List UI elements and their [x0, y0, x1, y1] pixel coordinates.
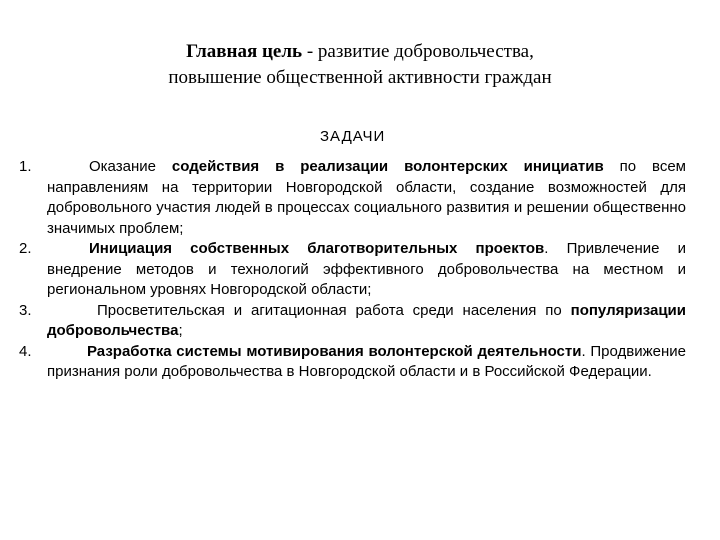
task-text-bold-part: популяризации добровольчества — [47, 301, 686, 339]
task-text-bold-part: содействия в реализации волонтерских инициатив — [171, 158, 604, 175]
task-text — [47, 301, 686, 342]
task-text-bold-part: Разработка системы мотивирования волонтерской деятельности — [87, 342, 582, 360]
title-bold-label: Главная цель — [186, 41, 303, 62]
task-text-part: . Привлечение и внедрение методов и технологий эффективного добровольчества на местном и региональном уровнях Новгородской области; — [47, 240, 686, 298]
task-text-part: по всем направлениям на территории Новгородской области, создание возможностей для добровольного участия людей в процессах социального развития и решении общественно значимых проблем; — [47, 158, 686, 237]
task-number: 1. — [19, 158, 32, 175]
task-text-part: Оказание — [89, 158, 172, 175]
title-line-1 — [60, 39, 660, 65]
task-text — [47, 239, 686, 301]
title-line-1-rest: - развитие добровольчества, — [302, 41, 534, 62]
slide-title — [60, 39, 660, 91]
task-item-2 — [0, 239, 686, 301]
task-text-part: . Продвижение признания роли добровольчества в Новгородской области и в Российской Федерации. — [47, 342, 686, 380]
task-text-part: ; — [178, 322, 183, 339]
task-item-4 — [0, 342, 686, 383]
task-text-bold-part: Инициация собственных благотворительных проектов — [89, 240, 545, 257]
task-item-3 — [0, 301, 686, 342]
task-text-part: Просветительская и агитационная работа среди населения по — [97, 301, 571, 319]
task-item-1 — [0, 157, 686, 239]
tasks-list — [0, 157, 720, 383]
task-number: 2. — [19, 240, 32, 257]
task-number: 4. — [19, 342, 32, 360]
tasks-heading: ЗАДАЧИ — [320, 128, 386, 145]
task-number: 3. — [19, 301, 32, 319]
title-line-2: повышение общественной активности граждан — [168, 67, 552, 88]
task-text — [47, 342, 686, 383]
task-text — [47, 157, 686, 239]
